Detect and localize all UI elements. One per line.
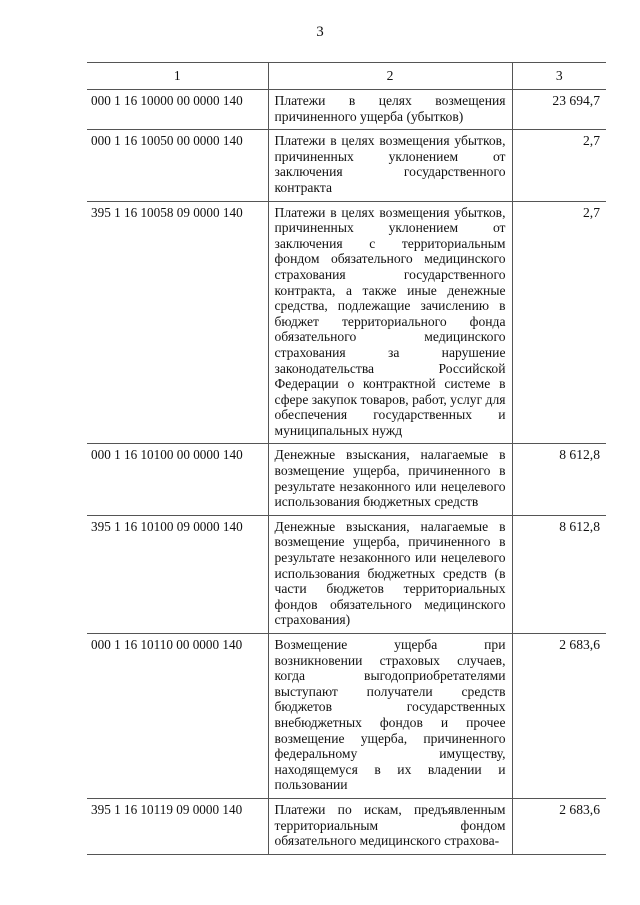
revenue-name: Платежи в целях возмещения причиненного ущерба (убытков) [268, 90, 512, 130]
table-row [87, 201, 606, 444]
column-header-code: 1 [87, 63, 268, 90]
budget-code: 000 1 16 10100 00 0000 140 [87, 444, 268, 515]
budget-table [87, 62, 606, 855]
table-row [87, 130, 606, 201]
column-header-name: 2 [268, 63, 512, 90]
column-header-amount: 3 [512, 63, 606, 90]
table-row [87, 515, 606, 633]
page-number: 3 [316, 24, 324, 40]
table-row [87, 634, 606, 799]
table-row [87, 798, 606, 854]
budget-code: 000 1 16 10110 00 0000 140 [87, 634, 268, 799]
budget-code: 000 1 16 10050 00 0000 140 [87, 130, 268, 201]
amount: 23 694,7 [512, 90, 606, 130]
amount: 2,7 [512, 130, 606, 201]
amount: 8 612,8 [512, 444, 606, 515]
table-header-row [87, 63, 606, 90]
amount: 2 683,6 [512, 634, 606, 799]
revenue-name: Платежи по искам, предъявленным территориальным фондом обязательного медицинского страхова- [268, 798, 512, 854]
revenue-name: Денежные взыскания, налагаемые в возмещение ущерба, причиненного в результате незаконного или нецелевого использования бюджетных средств [268, 444, 512, 515]
budget-code: 395 1 16 10100 09 0000 140 [87, 515, 268, 633]
amount: 2,7 [512, 201, 606, 444]
amount: 8 612,8 [512, 515, 606, 633]
budget-code: 395 1 16 10119 09 0000 140 [87, 798, 268, 854]
budget-code: 000 1 16 10000 00 0000 140 [87, 90, 268, 130]
budget-code: 395 1 16 10058 09 0000 140 [87, 201, 268, 444]
revenue-name: Денежные взыскания, налагаемые в возмещение ущерба, причиненного в результате незаконного или нецелевого использования бюджетных средств (в части бюджетов территориальных фондов обязательного медицинского страхования) [268, 515, 512, 633]
table-row [87, 90, 606, 130]
amount: 2 683,6 [512, 798, 606, 854]
table-row [87, 444, 606, 515]
revenue-name: Платежи в целях возмещения убытков, причиненных уклонением от заключения государственного контракта [268, 130, 512, 201]
revenue-name: Платежи в целях возмещения убытков, причиненных уклонением от заключения с территориальным фондом обязательного медицинского страхования государственного контракта, а также иные денежные средства, подлежащие зачислению в бюджет территориального фонда обязательного медицинского страхования за нарушение законодательства Российской Федерации о контрактной системе в сфере закупок товаров, работ, услуг для обеспечения государственных и муниципальных нужд [268, 201, 512, 444]
revenue-name: Возмещение ущерба при возникновении страховых случаев, когда выгодоприобретателями выступают получатели средств бюджетов государственных внебюджетных фондов и прочее возмещение ущерба, причиненного федеральному имуществу, находящемуся в их владении и пользовании [268, 634, 512, 799]
